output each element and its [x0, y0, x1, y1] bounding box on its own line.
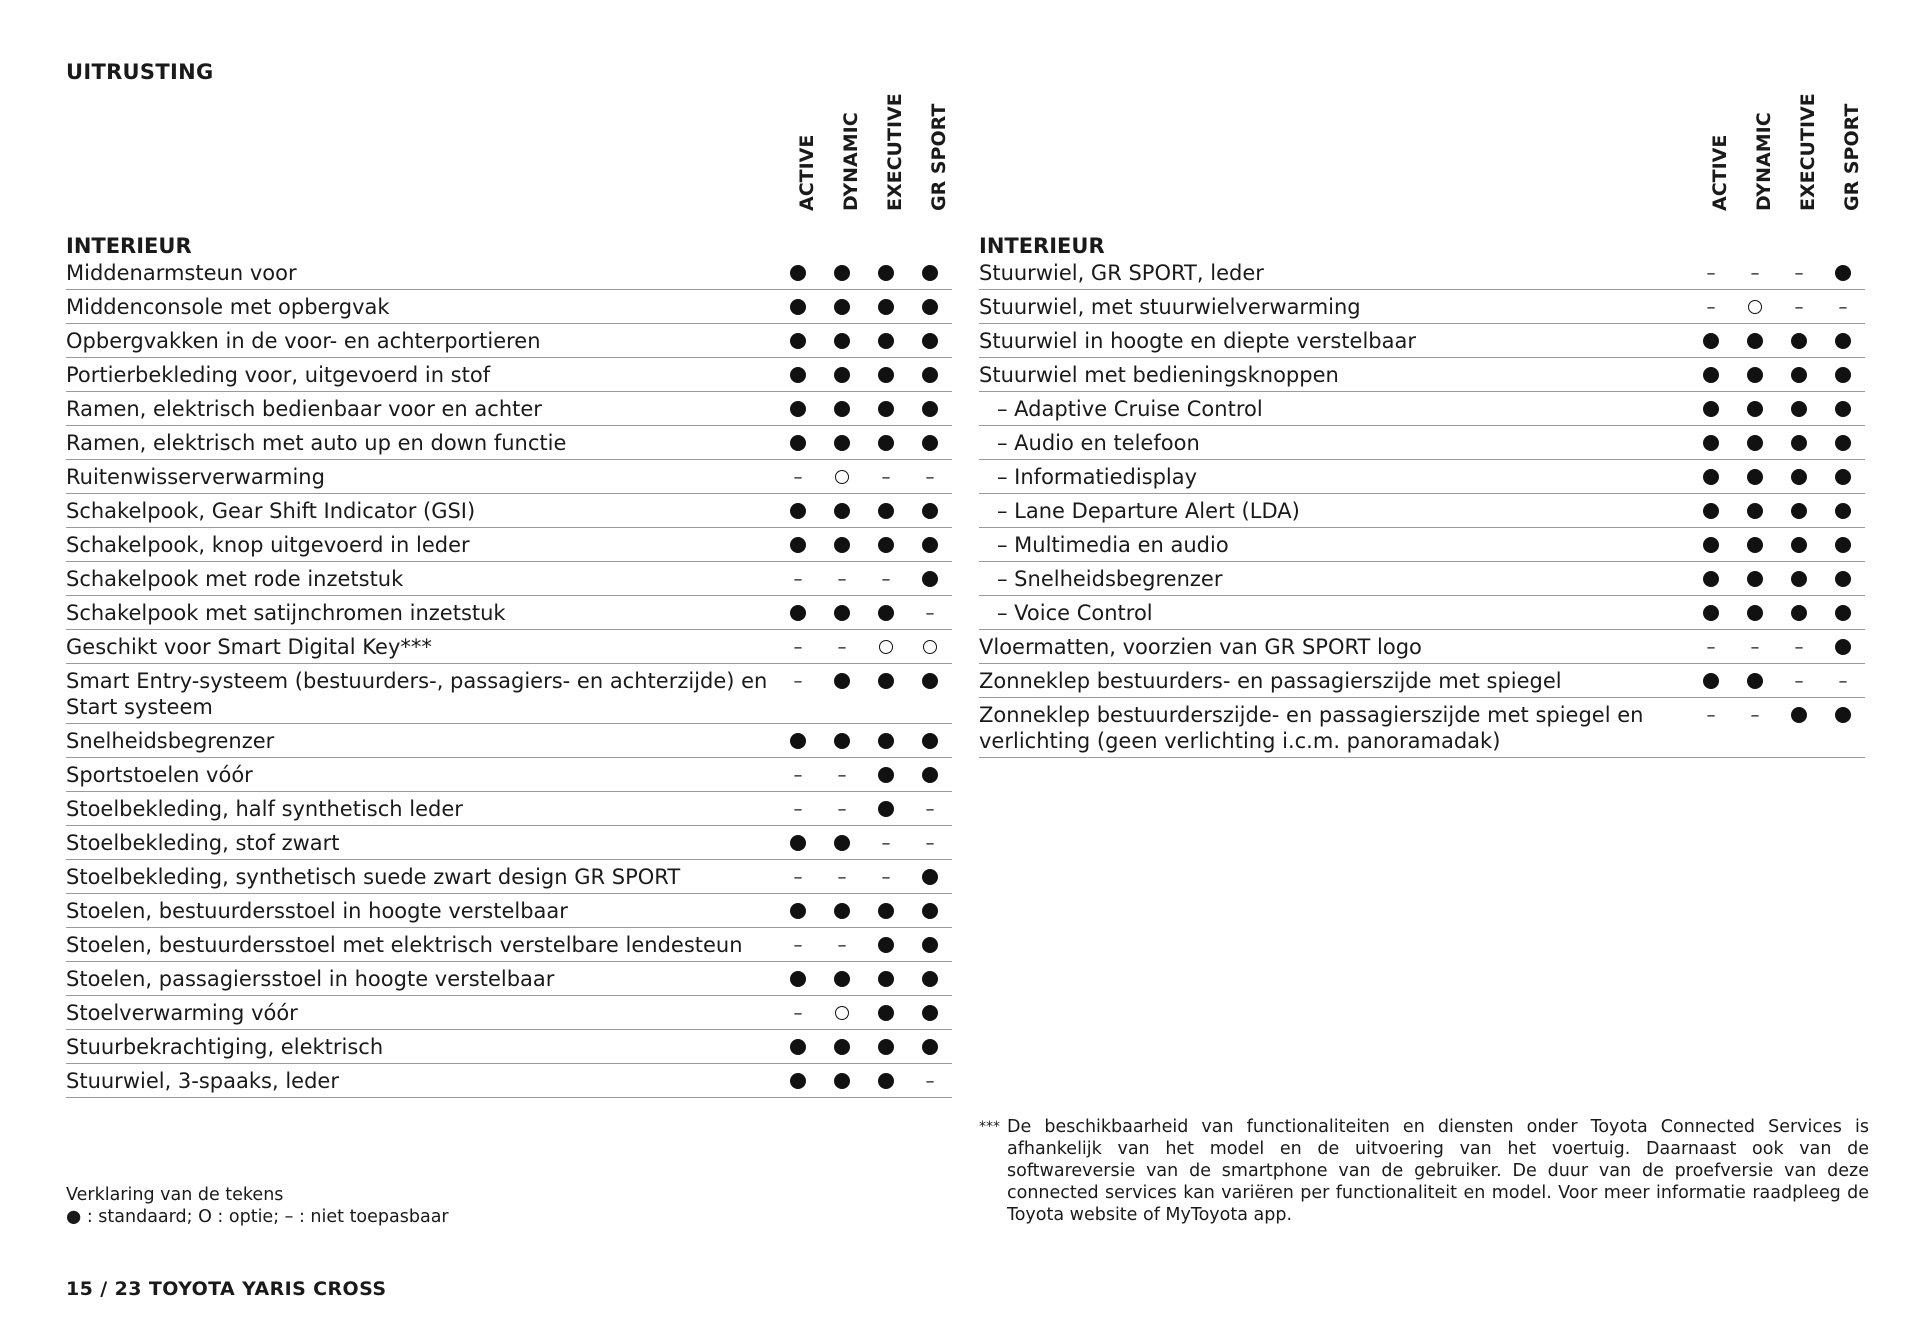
- legend-title: Verklaring van de tekens: [66, 1185, 284, 1205]
- not-applicable-dash-icon: [820, 762, 864, 788]
- table-row: [66, 792, 952, 826]
- standard-dot-icon: [820, 328, 864, 354]
- availability-marks: [776, 758, 952, 788]
- standard-dot-icon: [1689, 498, 1733, 524]
- not-applicable-dash-icon: [1777, 260, 1821, 286]
- standard-dot-icon: [1777, 532, 1821, 558]
- option-circle-icon: [820, 1000, 864, 1026]
- equipment-table-left: [66, 93, 952, 1098]
- standard-dot-icon: [864, 1034, 908, 1060]
- table-row: [979, 426, 1865, 460]
- standard-dot-icon: [1821, 600, 1865, 626]
- table-row: [66, 630, 952, 664]
- standard-dot-icon: [1689, 464, 1733, 490]
- option-circle-icon: [864, 634, 908, 660]
- table-row: [66, 460, 952, 494]
- standard-dot-icon: [1821, 702, 1865, 728]
- table-row: [66, 758, 952, 792]
- standard-dot-icon: [908, 328, 952, 354]
- footnote-marker: ***: [979, 1119, 1000, 1135]
- standard-dot-icon: [908, 728, 952, 754]
- standard-dot-icon: [776, 430, 820, 456]
- availability-marks: [1689, 290, 1865, 320]
- feature-label: – Snelheidsbegrenzer: [997, 567, 1223, 591]
- standard-dot-icon: [1689, 532, 1733, 558]
- availability-marks: [1689, 698, 1865, 728]
- feature-label: – Multimedia en audio: [997, 533, 1229, 557]
- column-header-dynamic: DYNAMIC: [840, 112, 862, 211]
- standard-dot-icon: [1689, 362, 1733, 388]
- feature-label: Stoelbekleding, half synthetisch leder: [66, 797, 463, 821]
- not-applicable-dash-icon: [1689, 702, 1733, 728]
- standard-dot-icon: [864, 294, 908, 320]
- not-applicable-dash-icon: [820, 864, 864, 890]
- feature-label: – Audio en telefoon: [997, 431, 1200, 455]
- standard-dot-icon: [820, 532, 864, 558]
- standard-dot-icon: [820, 898, 864, 924]
- standard-dot-icon: [1689, 600, 1733, 626]
- standard-dot-icon: [776, 966, 820, 992]
- table-row: [66, 392, 952, 426]
- feature-label: Zonneklep bestuurders- en passagierszijde met spiegel: [979, 669, 1562, 693]
- standard-dot-icon: [864, 932, 908, 958]
- column-headers: [979, 93, 1865, 222]
- availability-marks: [1689, 630, 1865, 660]
- availability-marks: [1689, 256, 1865, 286]
- availability-marks: [776, 962, 952, 992]
- feature-label: Stoelbekleding, synthetisch suede zwart design GR SPORT: [66, 865, 681, 889]
- table-row: [979, 256, 1865, 290]
- table-row: [979, 698, 1865, 758]
- table-row: [979, 290, 1865, 324]
- table-body: [66, 256, 952, 1098]
- standard-dot-icon: [820, 1034, 864, 1060]
- standard-dot-icon: [908, 1000, 952, 1026]
- feature-label: Stoelen, passagiersstoel in hoogte verstelbaar: [66, 967, 555, 991]
- standard-dot-icon: [864, 260, 908, 286]
- availability-marks: [1689, 562, 1865, 592]
- standard-dot-icon: [1689, 328, 1733, 354]
- standard-dot-icon: [908, 294, 952, 320]
- standard-dot-icon: [908, 260, 952, 286]
- availability-marks: [776, 494, 952, 524]
- table-row: [66, 1064, 952, 1098]
- feature-label: Stuurwiel, GR SPORT, leder: [979, 261, 1264, 285]
- not-applicable-dash-icon: [820, 796, 864, 822]
- not-applicable-dash-icon: [1777, 634, 1821, 660]
- table-row: [66, 826, 952, 860]
- standard-dot-icon: [1689, 668, 1733, 694]
- standard-dot-icon: [864, 668, 908, 694]
- standard-dot-icon: [864, 498, 908, 524]
- not-applicable-dash-icon: [908, 830, 952, 856]
- not-applicable-dash-icon: [820, 634, 864, 660]
- availability-marks: [776, 664, 952, 694]
- availability-marks: [776, 324, 952, 354]
- standard-dot-icon: [1733, 430, 1777, 456]
- standard-dot-icon: [1821, 566, 1865, 592]
- feature-label: Schakelpook, Gear Shift Indicator (GSI): [66, 499, 476, 523]
- standard-dot-icon: [908, 430, 952, 456]
- standard-dot-icon: [908, 932, 952, 958]
- standard-dot-icon: [820, 668, 864, 694]
- availability-marks: [776, 792, 952, 822]
- availability-marks: [776, 724, 952, 754]
- standard-dot-icon: [1821, 634, 1865, 660]
- not-applicable-dash-icon: [776, 566, 820, 592]
- equipment-table-right: [979, 93, 1865, 758]
- table-row: [66, 596, 952, 630]
- standard-dot-icon: [1821, 532, 1865, 558]
- availability-marks: [776, 1030, 952, 1060]
- standard-dot-icon: [776, 728, 820, 754]
- standard-dot-icon: [776, 1068, 820, 1094]
- standard-dot-icon: [864, 600, 908, 626]
- option-circle-icon: [908, 634, 952, 660]
- page-title: UITRUSTING: [66, 60, 214, 84]
- table-row: [979, 528, 1865, 562]
- legend-text: ● : standaard; O : optie; – : niet toepasbaar: [66, 1207, 449, 1227]
- availability-marks: [776, 290, 952, 320]
- standard-dot-icon: [820, 260, 864, 286]
- availability-marks: [1689, 494, 1865, 524]
- standard-dot-icon: [864, 328, 908, 354]
- table-row: [66, 528, 952, 562]
- standard-dot-icon: [1733, 600, 1777, 626]
- standard-dot-icon: [1821, 498, 1865, 524]
- standard-dot-icon: [864, 796, 908, 822]
- table-row: [979, 664, 1865, 698]
- footnote: [979, 1116, 1869, 1226]
- feature-label: Middenconsole met opbergvak: [66, 295, 390, 319]
- table-row: [66, 860, 952, 894]
- table-row: [979, 596, 1865, 630]
- feature-label: Opbergvakken in de voor- en achterportieren: [66, 329, 541, 353]
- not-applicable-dash-icon: [864, 830, 908, 856]
- availability-marks: [776, 996, 952, 1026]
- column-header-active: ACTIVE: [796, 134, 818, 211]
- standard-dot-icon: [1821, 430, 1865, 456]
- table-row: [66, 562, 952, 596]
- standard-dot-icon: [1821, 328, 1865, 354]
- standard-dot-icon: [776, 294, 820, 320]
- feature-label: – Voice Control: [997, 601, 1153, 625]
- section-title: INTERIEUR: [66, 234, 192, 258]
- feature-label: Ramen, elektrisch bedienbaar voor en achter: [66, 397, 542, 421]
- standard-dot-icon: [1689, 566, 1733, 592]
- standard-dot-icon: [1777, 328, 1821, 354]
- standard-dot-icon: [1777, 498, 1821, 524]
- table-row: [66, 996, 952, 1030]
- table-row: [66, 256, 952, 290]
- standard-dot-icon: [1733, 464, 1777, 490]
- availability-marks: [1689, 392, 1865, 422]
- availability-marks: [776, 928, 952, 958]
- availability-marks: [776, 894, 952, 924]
- feature-label: Stuurwiel met bedieningsknoppen: [979, 363, 1339, 387]
- standard-dot-icon: [908, 668, 952, 694]
- column-header-executive: EXECUTIVE: [1797, 93, 1819, 211]
- standard-dot-icon: [1777, 464, 1821, 490]
- table-row: [979, 494, 1865, 528]
- column-headers: [66, 93, 952, 222]
- feature-label: Stoelen, bestuurdersstoel in hoogte verstelbaar: [66, 899, 568, 923]
- feature-label: Portierbekleding voor, uitgevoerd in stof: [66, 363, 491, 387]
- standard-dot-icon: [1777, 702, 1821, 728]
- availability-marks: [1689, 596, 1865, 626]
- standard-dot-icon: [1821, 464, 1865, 490]
- section-title: INTERIEUR: [979, 234, 1105, 258]
- page-footer: 15 / 23 TOYOTA YARIS CROSS: [66, 1278, 387, 1300]
- availability-marks: [1689, 358, 1865, 388]
- availability-marks: [776, 1064, 952, 1094]
- table-row: [66, 894, 952, 928]
- standard-dot-icon: [820, 728, 864, 754]
- table-row: [979, 392, 1865, 426]
- feature-label: Ruitenwisserverwarming: [66, 465, 325, 489]
- feature-label: – Adaptive Cruise Control: [997, 397, 1263, 421]
- feature-label: Stoelbekleding, stof zwart: [66, 831, 340, 855]
- column-header-executive: EXECUTIVE: [884, 93, 906, 211]
- standard-dot-icon: [776, 498, 820, 524]
- feature-label: Schakelpook met rode inzetstuk: [66, 567, 404, 591]
- not-applicable-dash-icon: [1733, 634, 1777, 660]
- standard-dot-icon: [820, 498, 864, 524]
- standard-dot-icon: [908, 762, 952, 788]
- table-row: [66, 962, 952, 996]
- feature-label: Stuurwiel in hoogte en diepte verstelbaar: [979, 329, 1417, 353]
- standard-dot-icon: [864, 762, 908, 788]
- table-row: [66, 494, 952, 528]
- table-row: [66, 358, 952, 392]
- not-applicable-dash-icon: [776, 1000, 820, 1026]
- standard-dot-icon: [1777, 600, 1821, 626]
- standard-dot-icon: [864, 728, 908, 754]
- table-row: [66, 426, 952, 460]
- not-applicable-dash-icon: [908, 464, 952, 490]
- not-applicable-dash-icon: [1689, 634, 1733, 660]
- availability-marks: [1689, 460, 1865, 490]
- standard-dot-icon: [1733, 396, 1777, 422]
- standard-dot-icon: [776, 1034, 820, 1060]
- column-header-gr-sport: GR SPORT: [928, 103, 950, 211]
- table-row: [66, 664, 952, 724]
- not-applicable-dash-icon: [776, 762, 820, 788]
- standard-dot-icon: [776, 260, 820, 286]
- not-applicable-dash-icon: [1777, 668, 1821, 694]
- standard-dot-icon: [820, 294, 864, 320]
- feature-label: Schakelpook, knop uitgevoerd in leder: [66, 533, 470, 557]
- not-applicable-dash-icon: [864, 864, 908, 890]
- standard-dot-icon: [820, 1068, 864, 1094]
- legend: [66, 1184, 449, 1228]
- standard-dot-icon: [908, 362, 952, 388]
- feature-label: Schakelpook met satijnchromen inzetstuk: [66, 601, 506, 625]
- feature-label: Geschikt voor Smart Digital Key***: [66, 635, 432, 659]
- standard-dot-icon: [1821, 260, 1865, 286]
- standard-dot-icon: [1777, 362, 1821, 388]
- standard-dot-icon: [820, 966, 864, 992]
- table-row: [66, 928, 952, 962]
- standard-dot-icon: [864, 1000, 908, 1026]
- table-row: [979, 324, 1865, 358]
- standard-dot-icon: [1733, 498, 1777, 524]
- not-applicable-dash-icon: [776, 464, 820, 490]
- feature-label: – Informatiedisplay: [997, 465, 1198, 489]
- not-applicable-dash-icon: [1777, 294, 1821, 320]
- not-applicable-dash-icon: [776, 634, 820, 660]
- availability-marks: [1689, 324, 1865, 354]
- standard-dot-icon: [864, 966, 908, 992]
- standard-dot-icon: [1733, 566, 1777, 592]
- availability-marks: [776, 826, 952, 856]
- feature-label: Smart Entry-systeem (bestuurders-, passagiers- en achterzijde) en Start systeem: [66, 669, 768, 719]
- standard-dot-icon: [776, 532, 820, 558]
- standard-dot-icon: [820, 430, 864, 456]
- availability-marks: [1689, 664, 1865, 694]
- standard-dot-icon: [1733, 668, 1777, 694]
- standard-dot-icon: [864, 362, 908, 388]
- standard-dot-icon: [864, 430, 908, 456]
- not-applicable-dash-icon: [776, 864, 820, 890]
- not-applicable-dash-icon: [1821, 668, 1865, 694]
- standard-dot-icon: [1689, 430, 1733, 456]
- feature-label: Stuurwiel, met stuurwielverwarming: [979, 295, 1361, 319]
- standard-dot-icon: [1733, 362, 1777, 388]
- standard-dot-icon: [1777, 566, 1821, 592]
- standard-dot-icon: [864, 532, 908, 558]
- availability-marks: [776, 426, 952, 456]
- table-row: [979, 358, 1865, 392]
- standard-dot-icon: [864, 898, 908, 924]
- availability-marks: [776, 256, 952, 286]
- availability-marks: [776, 392, 952, 422]
- standard-dot-icon: [908, 864, 952, 890]
- not-applicable-dash-icon: [864, 566, 908, 592]
- availability-marks: [1689, 528, 1865, 558]
- standard-dot-icon: [908, 898, 952, 924]
- standard-dot-icon: [820, 396, 864, 422]
- not-applicable-dash-icon: [1733, 702, 1777, 728]
- availability-marks: [776, 358, 952, 388]
- not-applicable-dash-icon: [1821, 294, 1865, 320]
- standard-dot-icon: [1821, 362, 1865, 388]
- availability-marks: [776, 630, 952, 660]
- availability-marks: [776, 596, 952, 626]
- standard-dot-icon: [1733, 328, 1777, 354]
- not-applicable-dash-icon: [820, 566, 864, 592]
- standard-dot-icon: [820, 830, 864, 856]
- not-applicable-dash-icon: [864, 464, 908, 490]
- feature-label: Middenarmsteun voor: [66, 261, 297, 285]
- availability-marks: [776, 562, 952, 592]
- feature-label: Zonneklep bestuurderszijde- en passagierszijde met spiegel en verlichting (geen verlichting i.c.m. panoramadak): [979, 703, 1644, 753]
- standard-dot-icon: [1821, 396, 1865, 422]
- table-row: [66, 724, 952, 758]
- feature-label: Ramen, elektrisch met auto up en down functie: [66, 431, 567, 455]
- table-row: [66, 290, 952, 324]
- standard-dot-icon: [908, 966, 952, 992]
- column-header-dynamic: DYNAMIC: [1753, 112, 1775, 211]
- feature-label: Stuurbekrachtiging, elektrisch: [66, 1035, 384, 1059]
- option-circle-icon: [1733, 294, 1777, 320]
- availability-marks: [1689, 426, 1865, 456]
- feature-label: Snelheidsbegrenzer: [66, 729, 275, 753]
- standard-dot-icon: [908, 1034, 952, 1060]
- standard-dot-icon: [1689, 396, 1733, 422]
- standard-dot-icon: [864, 396, 908, 422]
- not-applicable-dash-icon: [1733, 260, 1777, 286]
- table-row: [66, 324, 952, 358]
- standard-dot-icon: [1733, 532, 1777, 558]
- table-row: [979, 562, 1865, 596]
- availability-marks: [776, 460, 952, 490]
- feature-label: Stoelen, bestuurdersstoel met elektrisch verstelbare lendesteun: [66, 933, 743, 957]
- not-applicable-dash-icon: [776, 932, 820, 958]
- not-applicable-dash-icon: [908, 1068, 952, 1094]
- standard-dot-icon: [776, 396, 820, 422]
- column-header-gr-sport: GR SPORT: [1841, 103, 1863, 211]
- option-circle-icon: [820, 464, 864, 490]
- standard-dot-icon: [908, 532, 952, 558]
- footnote-text: De beschikbaarheid van functionaliteiten en diensten onder Toyota Connected Services is afhankelijk van het model en de uitvoering van het voertuig. Daarnaast ook van de softwareversie van de smartphone van de gebruiker. De duur van de proefversie van deze connected services kan variëren per functionaliteit en model. Voor meer informatie raadpleeg de Toyota website of MyToyota app.: [1007, 1117, 1869, 1225]
- standard-dot-icon: [776, 830, 820, 856]
- feature-label: Vloermatten, voorzien van GR SPORT logo: [979, 635, 1422, 659]
- feature-label: Sportstoelen vóór: [66, 763, 253, 787]
- table-body: [979, 256, 1865, 758]
- column-header-active: ACTIVE: [1709, 134, 1731, 211]
- standard-dot-icon: [776, 328, 820, 354]
- not-applicable-dash-icon: [1689, 260, 1733, 286]
- not-applicable-dash-icon: [776, 668, 820, 694]
- feature-label: – Lane Departure Alert (LDA): [997, 499, 1300, 523]
- not-applicable-dash-icon: [776, 796, 820, 822]
- standard-dot-icon: [776, 362, 820, 388]
- standard-dot-icon: [1777, 430, 1821, 456]
- standard-dot-icon: [776, 898, 820, 924]
- table-row: [66, 1030, 952, 1064]
- availability-marks: [776, 528, 952, 558]
- standard-dot-icon: [1777, 396, 1821, 422]
- not-applicable-dash-icon: [1689, 294, 1733, 320]
- standard-dot-icon: [908, 566, 952, 592]
- availability-marks: [776, 860, 952, 890]
- not-applicable-dash-icon: [908, 796, 952, 822]
- not-applicable-dash-icon: [908, 600, 952, 626]
- standard-dot-icon: [820, 362, 864, 388]
- not-applicable-dash-icon: [820, 932, 864, 958]
- standard-dot-icon: [776, 600, 820, 626]
- table-row: [979, 460, 1865, 494]
- standard-dot-icon: [908, 498, 952, 524]
- table-row: [979, 630, 1865, 664]
- feature-label: Stoelverwarming vóór: [66, 1001, 298, 1025]
- standard-dot-icon: [908, 396, 952, 422]
- standard-dot-icon: [820, 600, 864, 626]
- standard-dot-icon: [864, 1068, 908, 1094]
- feature-label: Stuurwiel, 3-spaaks, leder: [66, 1069, 339, 1093]
